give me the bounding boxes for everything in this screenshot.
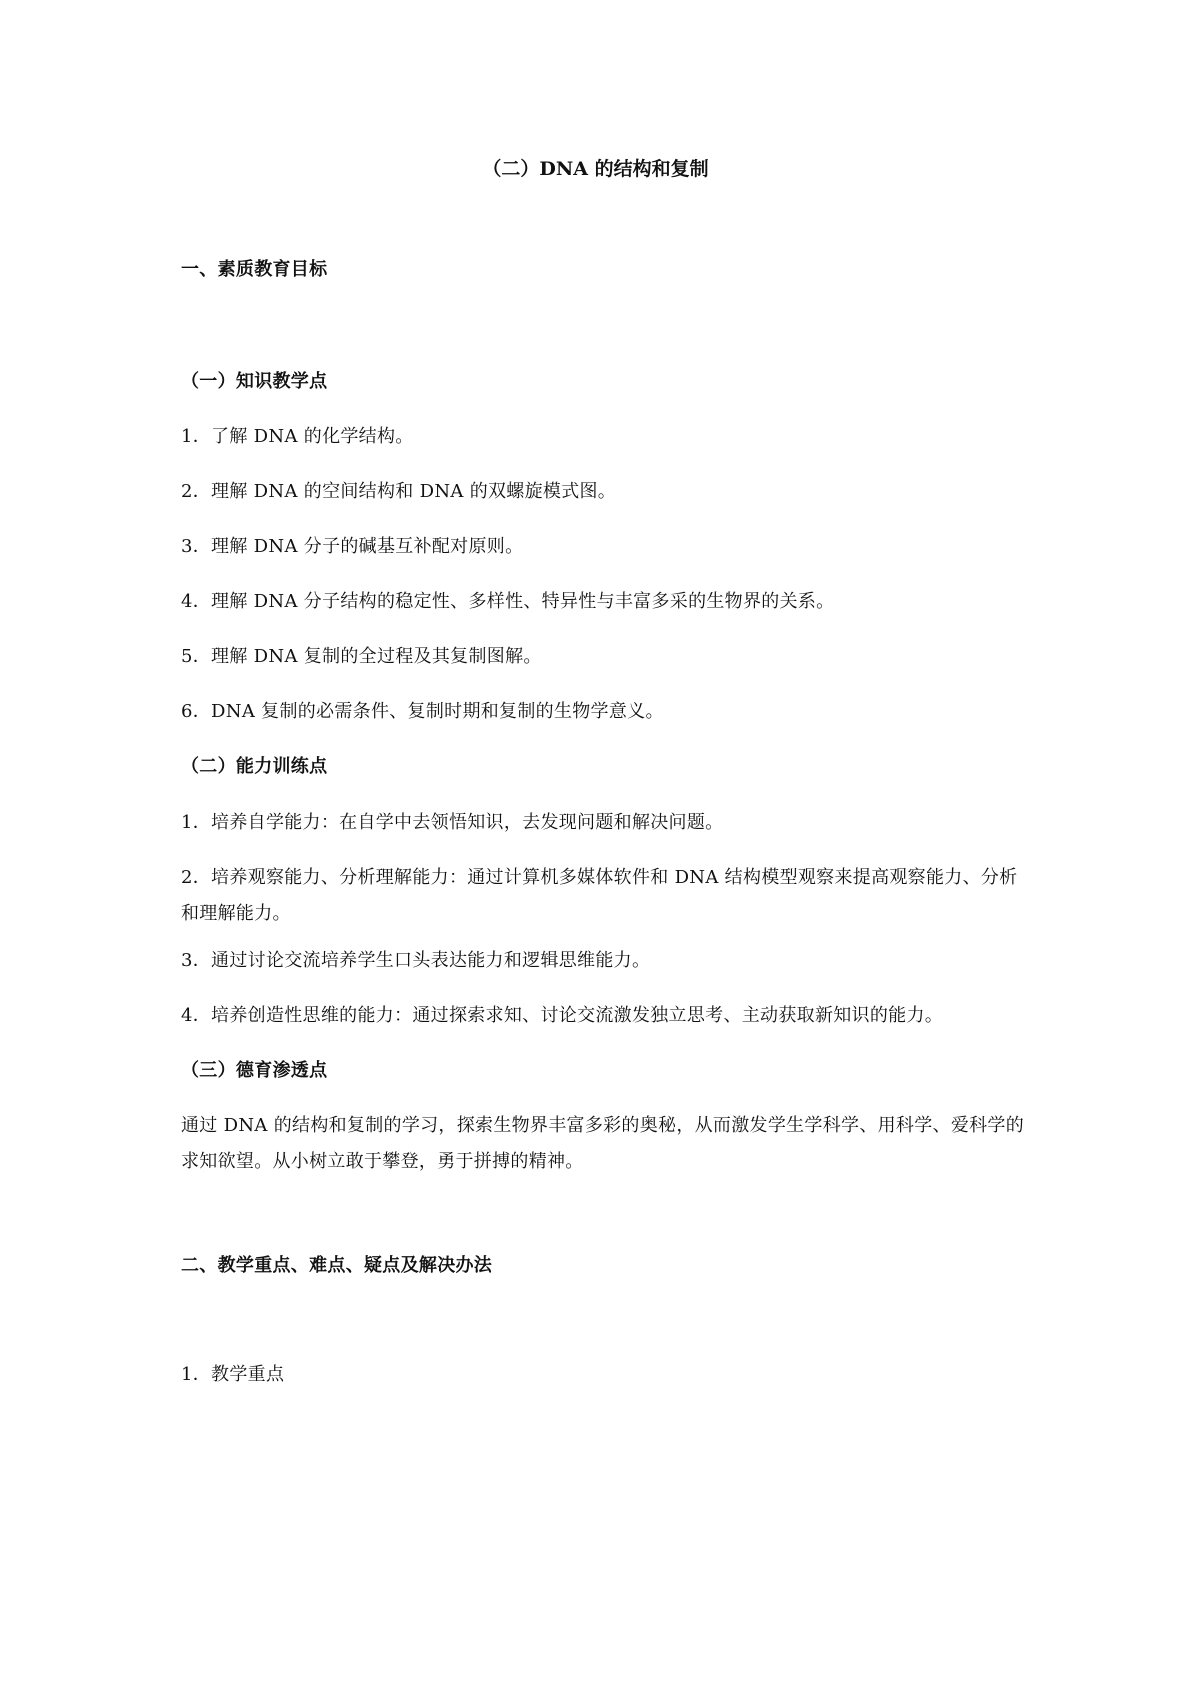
moral-paragraph: 通过 DNA 的结构和复制的学习，探索生物界丰富多彩的奥秘，从而激发学生学科学、用科学、爱科学的求知欲望。从小树立敢于攀登，勇于拼搏的精神。 <box>181 1115 1025 1172</box>
knowledge-points-heading: （一）知识教学点 <box>181 371 328 392</box>
knowledge-item: 1．了解 DNA 的化学结构。 <box>181 426 414 447</box>
ability-item: 1．培养自学能力：在自学中去领悟知识，去发现问题和解决问题。 <box>181 812 724 833</box>
document-title: （二）DNA 的结构和复制 <box>482 158 709 180</box>
ability-points-heading: （二）能力训练点 <box>181 756 328 777</box>
knowledge-item: 3．理解 DNA 分子的碱基互补配对原则。 <box>181 536 524 557</box>
moral-points-heading: （三）德育渗透点 <box>181 1060 328 1081</box>
knowledge-item: 5．理解 DNA 复制的全过程及其复制图解。 <box>181 646 542 667</box>
knowledge-item: 6．DNA 复制的必需条件、复制时期和复制的生物学意义。 <box>181 701 664 722</box>
ability-item: 3．通过讨论交流培养学生口头表达能力和逻辑思维能力。 <box>181 950 651 971</box>
ability-item: 4．培养创造性思维的能力：通过探索求知、讨论交流激发独立思考、主动获取新知识的能力。 <box>181 1005 944 1026</box>
section-2-heading: 二、教学重点、难点、疑点及解决办法 <box>181 1255 493 1276</box>
knowledge-item: 2．理解 DNA 的空间结构和 DNA 的双螺旋模式图。 <box>181 481 617 502</box>
knowledge-item: 4．理解 DNA 分子结构的稳定性、多样性、特异性与丰富多采的生物界的关系。 <box>181 591 835 612</box>
ability-item: 2．培养观察能力、分析理解能力：通过计算机多媒体软件和 DNA 结构模型观察来提高观察能力、分析和理解能力。 <box>181 867 1018 924</box>
section-1-heading: 一、素质教育目标 <box>181 259 328 280</box>
teaching-focus-item: 1．教学重点 <box>181 1364 285 1385</box>
